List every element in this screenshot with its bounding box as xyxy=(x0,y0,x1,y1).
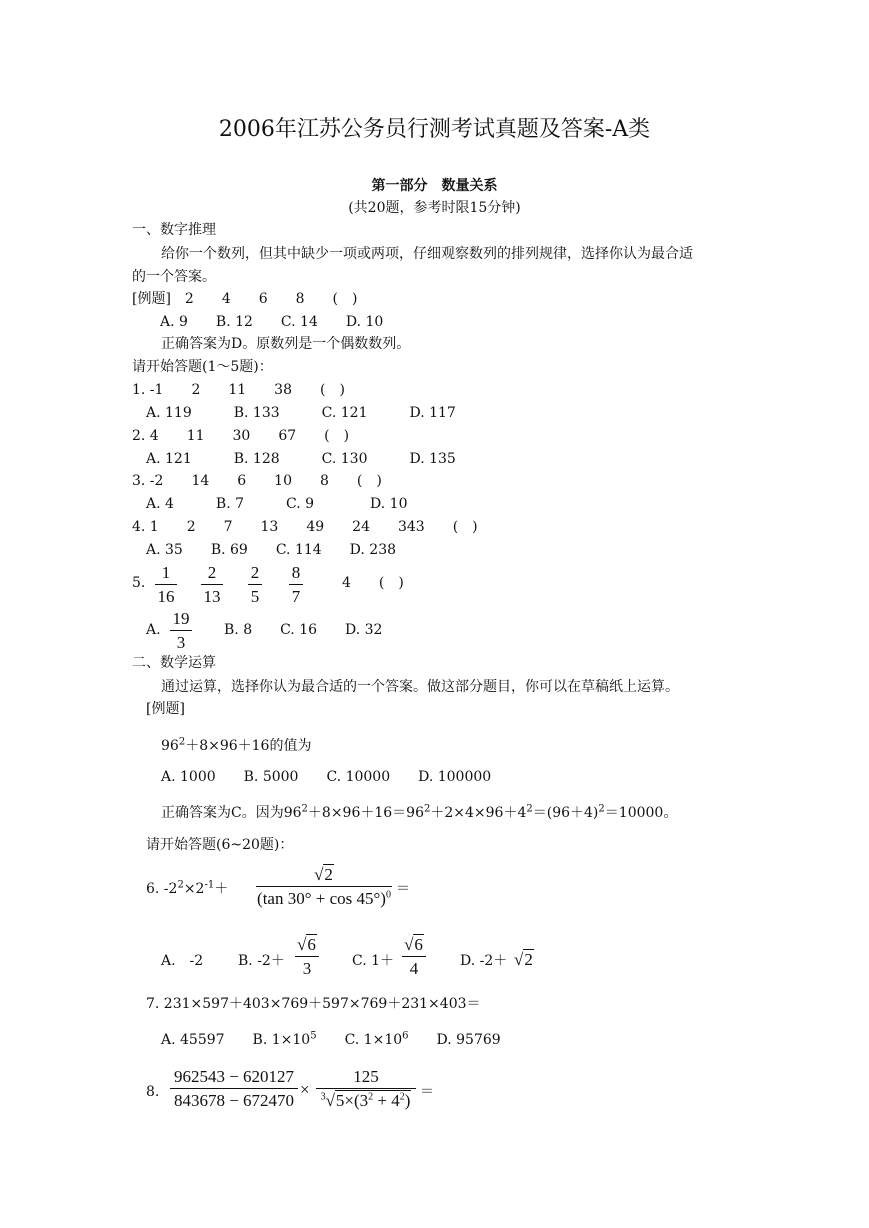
question-8-fraction-1: 962543 − 620127 843678 − 672470 xyxy=(170,1066,298,1111)
question-3-options: A. 4 B. 7 C. 9 D. 10 xyxy=(146,496,408,512)
question-6-option-b-lead: B. -2＋ xyxy=(238,953,285,969)
question-3: 3. -2 14 6 10 8 ( ) xyxy=(132,473,382,489)
question-4-options: A. 35 B. 69 C. 114 D. 238 xyxy=(146,542,397,558)
fraction-numerator: 2 xyxy=(250,563,260,582)
section2-example-answer: 正确答案为C。因为$96^2+8\times 96+16=96^2+2\times 4\times 96+4^2=(96+4)^2=10000$。 xyxy=(161,803,678,821)
section2-example-question: $96^2+8\times 96+16$的值为 xyxy=(161,736,312,754)
section1-example: [例题] 2 4 6 8 ( ) xyxy=(132,291,358,307)
fraction-numerator: 1 xyxy=(161,563,171,582)
question-5-number: 5. xyxy=(132,575,146,591)
section2-start: 请开始答题(6~20题)： xyxy=(146,837,294,853)
question-2: 2. 4 11 30 67 ( ) xyxy=(132,428,350,444)
question-6-option-a: A. -2 xyxy=(161,953,204,969)
question-5-fraction-1 xyxy=(155,562,177,607)
section2-example-options: A. 1000 B. 5000 C. 10000 D. 100000 xyxy=(161,769,492,785)
fraction-denominator: 3 xyxy=(176,633,186,652)
question-8-number: 8. xyxy=(146,1084,160,1100)
question-8-equals: ＝ xyxy=(420,1084,434,1100)
part-subheading: (共20题，参考时限15分钟) xyxy=(348,200,521,216)
question-5-rest: 4 ( ) xyxy=(342,575,404,591)
section2-example: [例题] xyxy=(146,701,185,717)
fraction-denominator: 7 xyxy=(291,587,301,606)
question-6-fraction xyxy=(256,864,392,909)
section1-heading: 一、数字推理 xyxy=(132,222,216,238)
question-6-option-d-sqrt: √2 xyxy=(514,950,533,969)
fraction-numerator: 19 xyxy=(172,609,190,628)
question-7-options: A. 45597 B. $1\times 10^5$ C. $1\times 10^6$ D. 95769 xyxy=(161,1030,501,1048)
section1-start: 请开始答题(1～5题)： xyxy=(132,359,273,375)
question-5-options-rest: B. 8 C. 16 D. 32 xyxy=(224,622,383,638)
question-5-fraction-4 xyxy=(289,562,303,607)
question-6-option-c-fraction: √6 4 xyxy=(402,934,426,979)
section1-instruction-line1: 给你一个数列，但其中缺少一项或两项，仔细观察数列的排列规律，选择你认为最合适 xyxy=(161,246,693,262)
question-5-option-a-fraction xyxy=(170,608,192,653)
question-6-option-c-lead: C. 1＋ xyxy=(352,953,395,969)
question-6-denominator: (tan 30° + cos 45°)$^0$ xyxy=(257,889,391,908)
section2-instruction: 通过运算，选择你认为最合适的一个答案。做这部分题目，你可以在草稿纸上运算。 xyxy=(161,679,679,695)
question-4: 4. 1 2 7 13 49 24 343 ( ) xyxy=(132,519,478,535)
question-6-equals: ＝ xyxy=(396,881,410,897)
question-8-fraction-2: 125 $^3√5\times(3^2 + 4^2)$ xyxy=(316,1066,416,1111)
section1-example-options: A. 9 B. 12 C. 14 D. 10 xyxy=(160,314,384,330)
document-title: 2006年江苏公务员行测考试真题及答案-A类 xyxy=(218,117,651,142)
section1-instruction-line2: 的一个答案。 xyxy=(132,269,216,285)
fraction-numerator: 2 xyxy=(207,563,217,582)
section1-example-answer: 正确答案为D。原数列是一个偶数数列。 xyxy=(161,336,411,352)
section2-heading: 二、数学运算 xyxy=(132,655,216,671)
question-5-option-a-label: A. xyxy=(146,622,161,638)
fraction-denominator: 16 xyxy=(157,587,175,606)
question-8-times: × xyxy=(300,1080,310,1099)
question-8-cube-root: $^3√5\times(3^2 + 4^2)$ xyxy=(320,1091,411,1110)
part-heading: 第一部分 数量关系 xyxy=(371,178,498,194)
question-5-fraction-3 xyxy=(248,562,262,607)
question-1: 1. -1 2 11 38 ( ) xyxy=(132,382,345,398)
question-6-lead: 6. $-2^2\times 2^{-1}+$ xyxy=(146,879,229,897)
question-6-option-d-lead: D. -2＋ xyxy=(460,953,508,969)
fraction-denominator: 5 xyxy=(250,587,260,606)
question-7: 7. 231×597＋403×769＋597×769＋231×403＝ xyxy=(146,996,481,1012)
question-2-options: A. 121 B. 128 C. 130 D. 135 xyxy=(146,451,456,467)
sqrt-2: √2 xyxy=(314,865,333,884)
question-1-options: A. 119 B. 133 C. 121 D. 117 xyxy=(146,405,456,421)
fraction-numerator: 8 xyxy=(291,563,301,582)
question-6-option-b-fraction: √6 3 xyxy=(295,934,319,979)
fraction-denominator: 13 xyxy=(203,587,221,606)
question-5-fraction-2 xyxy=(201,562,223,607)
